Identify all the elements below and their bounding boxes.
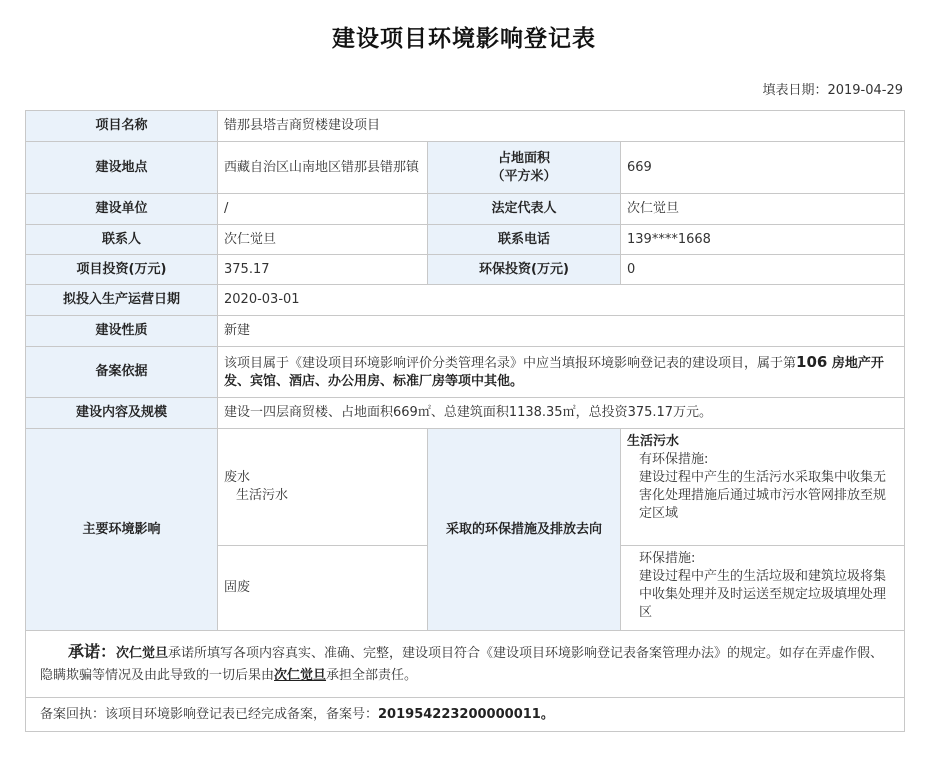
label-measures: 采取的环保措施及排放去向 (428, 429, 621, 631)
row-impact-wastewater (26, 429, 905, 546)
value-location: 西藏自治区山南地区错那县错那镇 (218, 142, 428, 194)
value-start-date: 2020-03-01 (218, 285, 905, 316)
receipt-number: 20195422320000001 (378, 706, 532, 722)
value-legal-rep: 次仁觉旦 (621, 194, 905, 225)
value-phone: 139****1668 (621, 225, 905, 255)
measure-sewage-sub: 有环保措施: (639, 452, 709, 467)
impact-wastewater-item: 生活污水 (236, 488, 289, 503)
row-receipt (26, 698, 905, 732)
impact-solid-waste: 固废 (218, 546, 428, 631)
receipt-cell (26, 698, 905, 732)
value-project-name: 错那县塔吉商贸楼建设项目 (218, 111, 905, 142)
receipt-end: 1。 (531, 706, 554, 722)
row-location (26, 142, 905, 194)
page-title: 建设项目环境影响登记表 (332, 26, 596, 52)
basis-number: 106 (796, 353, 828, 371)
value-env-investment: 0 (621, 255, 905, 285)
label-impact: 主要环境影响 (26, 429, 218, 631)
promise-name-2: 次仁觉旦 (274, 668, 327, 683)
label-project-name: 项目名称 (26, 111, 218, 142)
value-nature: 新建 (218, 316, 905, 347)
label-contact: 联系人 (26, 225, 218, 255)
row-nature (26, 316, 905, 347)
basis-text: 该项目属于《建设项目环境影响评价分类管理名录》中应当填报环境影响登记表的建设项目，属于第 (224, 356, 797, 371)
label-location: 建设地点 (26, 142, 218, 194)
value-basis (218, 347, 905, 398)
label-investment: 项目投资(万元) (26, 255, 218, 285)
row-promise (26, 631, 905, 698)
promise-cell (26, 631, 905, 698)
label-nature: 建设性质 (26, 316, 218, 347)
fill-date: 填表日期：2019-04-29 (762, 83, 903, 98)
label-start-date: 拟投入生产运营日期 (26, 285, 218, 316)
value-content: 建设一四层商贸楼、占地面积669㎡、总建筑面积1138.35㎡，总投资375.17万元。 (218, 398, 905, 429)
label-unit: 建设单位 (26, 194, 218, 225)
measure-solid (621, 546, 905, 631)
row-basis (26, 347, 905, 398)
measure-solid-text: 建设过程中产生的生活垃圾和建筑垃圾将集中收集处理并及时运送至规定垃圾填埋处理区 (639, 569, 887, 620)
promise-name: 次仁觉旦 (116, 646, 169, 661)
impact-wastewater-title: 废水 (224, 470, 251, 485)
value-unit: / (218, 194, 428, 225)
row-start-date (26, 285, 905, 316)
measure-sewage-title: 生活污水 (627, 434, 680, 449)
label-area: 占地面积 （平方米） (428, 142, 621, 194)
label-phone: 联系电话 (428, 225, 621, 255)
measure-sewage-text: 建设过程中产生的生活污水采取集中收集无害化处理措施后通过城市污水管网排放至规定区域 (639, 470, 887, 521)
row-unit (26, 194, 905, 225)
promise-text-2: 承担全部责任。 (326, 668, 418, 683)
value-investment: 375.17 (218, 255, 428, 285)
promise-text: 承诺所填写各项内容真实、准确、完整，建设项目符合《建设项目环境影响登记表备案管理办法》的规定。如存在弄虚作假、隐瞒欺骗等情况及由此导致的一切后果由 (40, 646, 884, 683)
basis-category: 房地产开发、宾馆、酒店、办公用房、标准厂房等项中其他。 (224, 356, 884, 389)
row-contact (26, 225, 905, 255)
measure-sewage (621, 429, 905, 546)
promise-label: 承诺： (68, 642, 117, 661)
registration-table (25, 110, 905, 732)
label-legal-rep: 法定代表人 (428, 194, 621, 225)
receipt-text: 备案回执：该项目环境影响登记表已经完成备案，备案号： (40, 706, 379, 722)
row-investment (26, 255, 905, 285)
label-content: 建设内容及规模 (26, 398, 218, 429)
value-contact: 次仁觉旦 (218, 225, 428, 255)
label-basis: 备案依据 (26, 347, 218, 398)
row-content (26, 398, 905, 429)
row-project-name (26, 111, 905, 142)
measure-solid-sub: 环保措施: (639, 551, 696, 566)
impact-wastewater (218, 429, 428, 546)
label-env-investment: 环保投资(万元) (428, 255, 621, 285)
value-area: 669 (621, 142, 905, 194)
